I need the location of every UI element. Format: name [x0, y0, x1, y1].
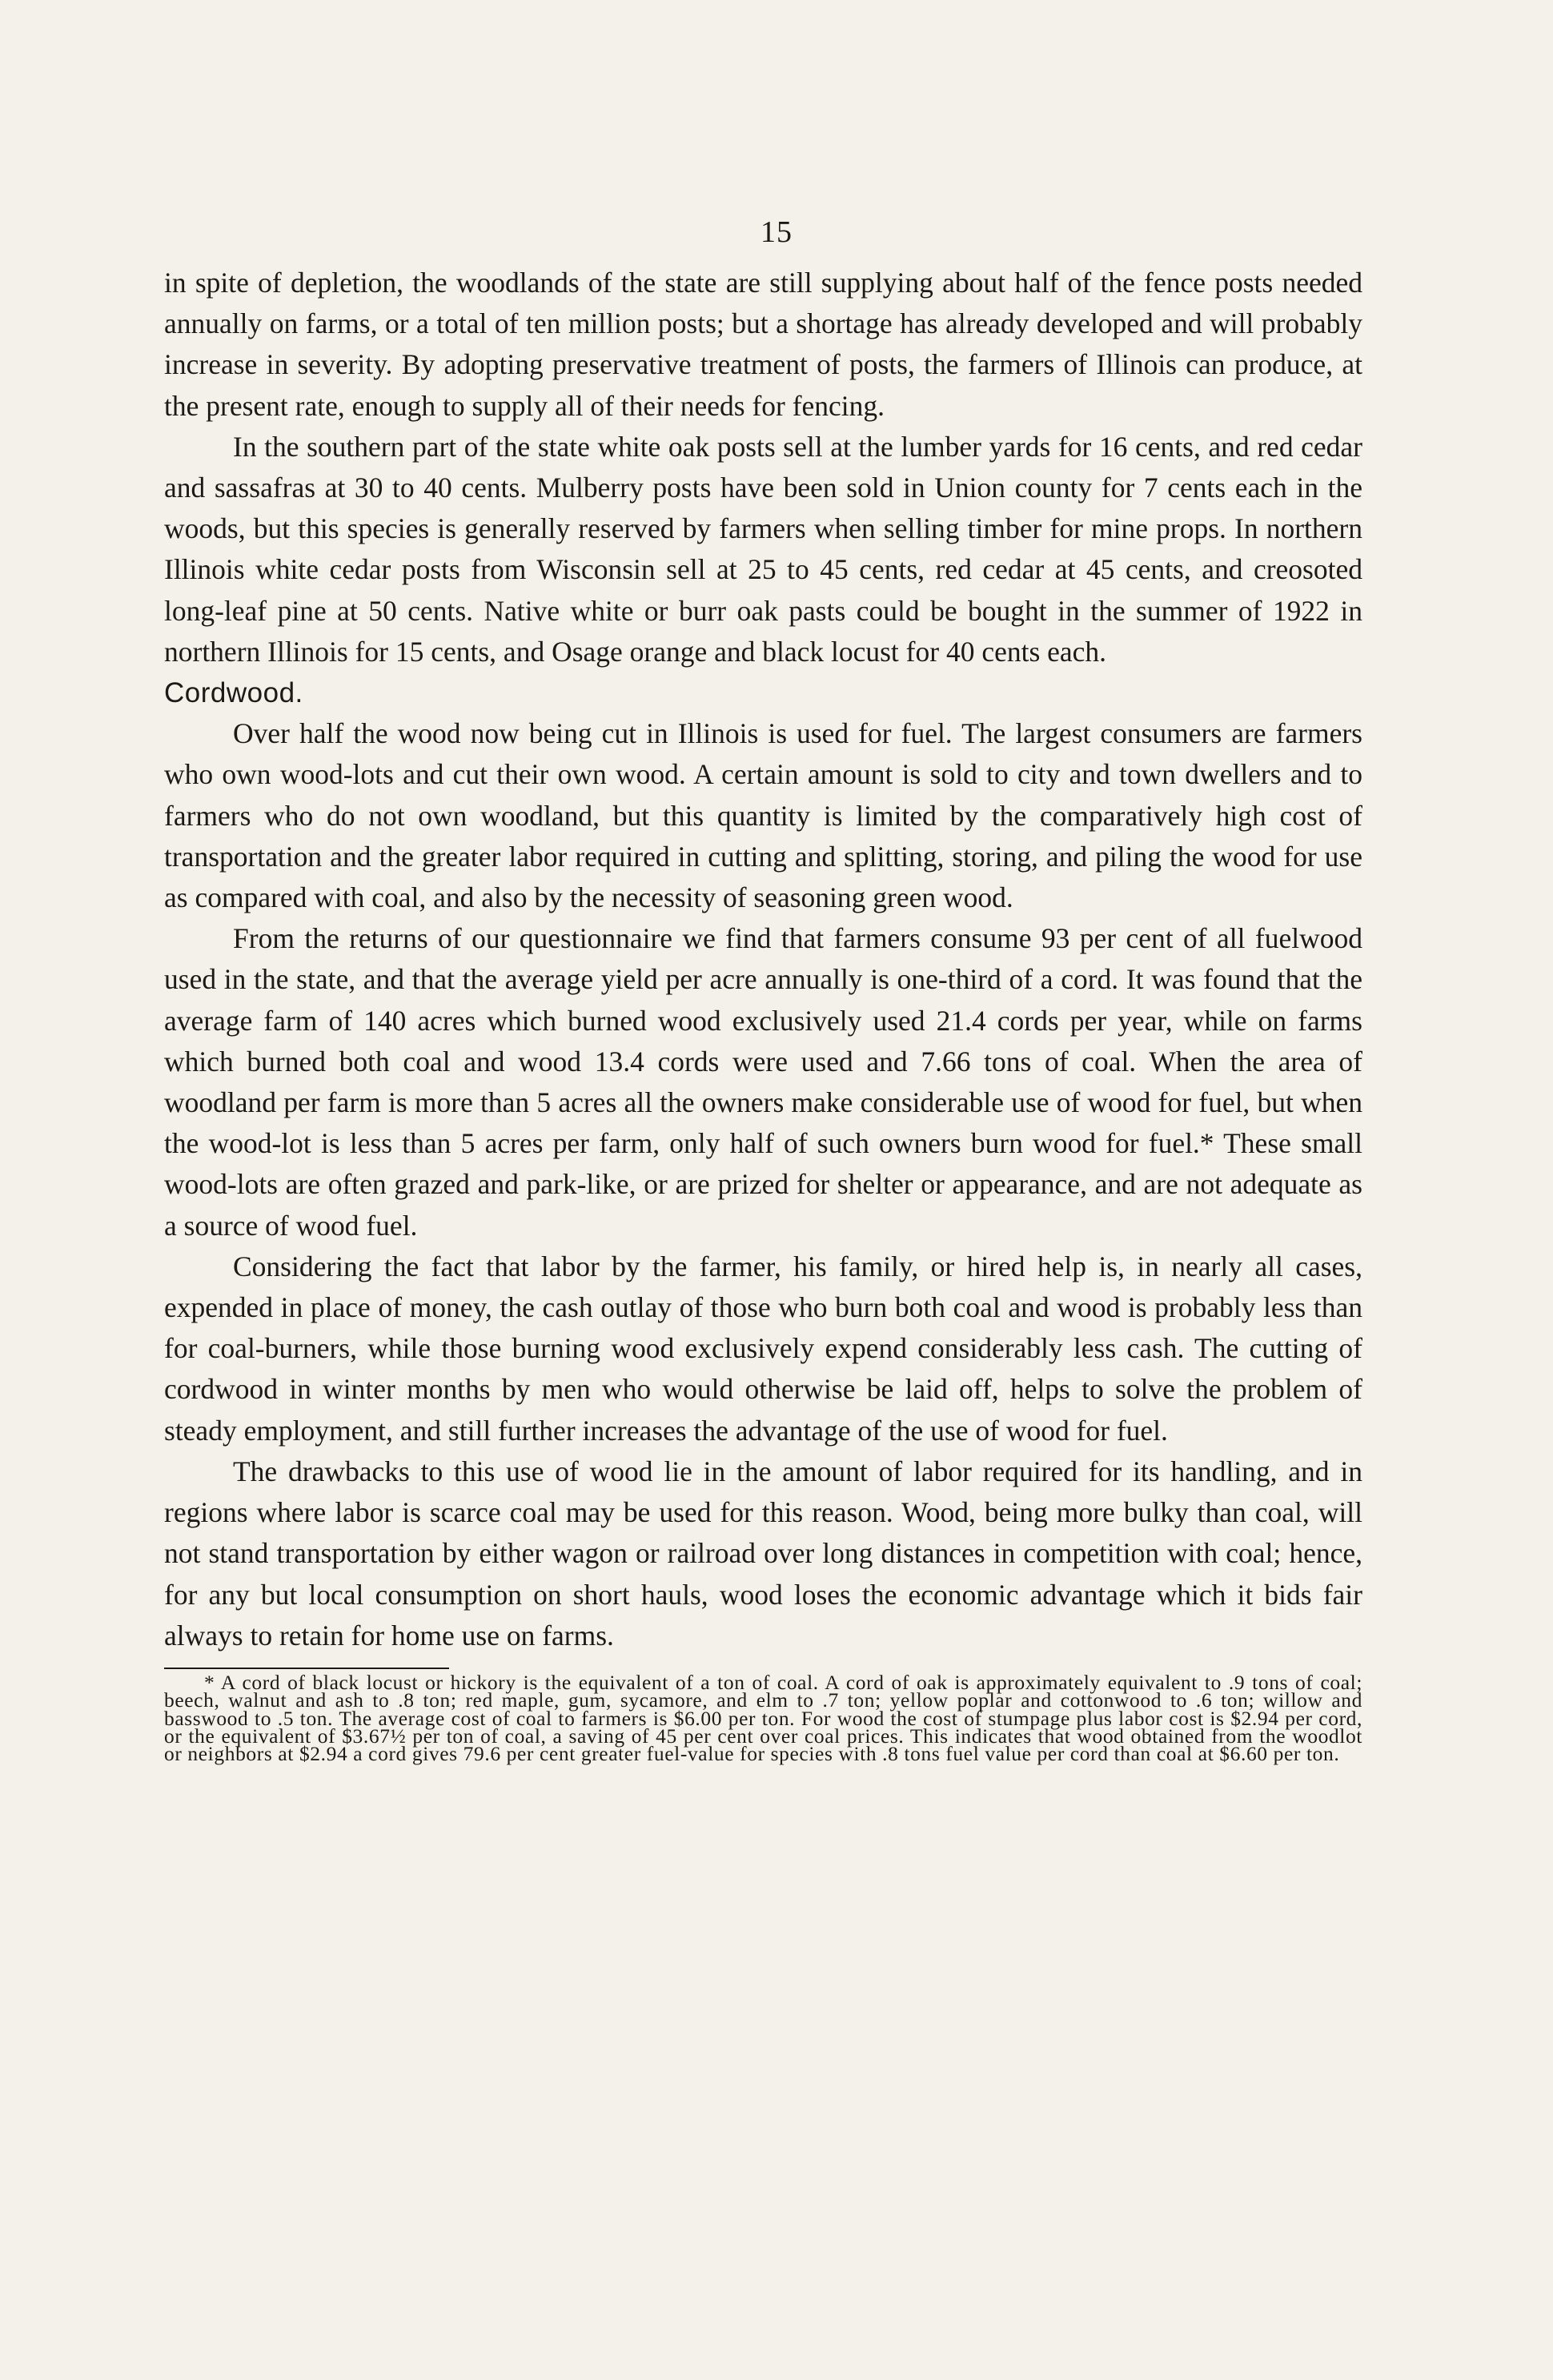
paragraph-cash-outlay: Considering the fact that labor by the farmer, his family, or hired help is, in nearly all cases, expended in place of money, the cash outlay of those who burn both coal and wood is probably less than for coal-burners, while those burning wood exclusively expend considerably less cash. The cutting of cordwood in winter months by men who would otherwise be laid off, helps to solve the problem of steady employment, and still further increases the advantage of the use of wood for fuel. [164, 1250, 1362, 1447]
paragraph-fuel-use: Over half the wood now being cut in Illinois is used for fuel. The largest consumers are farmers who own wood-lots and cut their own wood. A certain amount is sold to city and town dwellers and to farmers who do not own woodland, but this quantity is limited by the comparatively high cost of transportation and the greater labor required in cutting and splitting, storing, and piling the wood for use as compared with coal, and also by the necessity of seasoning green wood. [164, 717, 1362, 914]
paragraph-questionnaire: From the returns of our questionnaire we find that farmers consume 93 per cent of all fuelwood used in the state, and that the average yield per acre annually is one-third of a cord. It was found that the average farm of 140 acres which burned wood exclusively used 21.4 cords per year, while on farms which burned both coal and wood 13.4 cords were used and 7.66 tons of coal. When the area of woodland per farm is more than 5 acres all the owners make considerable use of wood for fuel, but when the wood-lot is less than 5 acres per farm, only half of such owners burn wood for fuel.* These small wood-lots are often grazed and park-like, or are prized for shelter or appearance, and are not adequate as a source of wood fuel. [164, 922, 1362, 1242]
main-text [164, 263, 1362, 1766]
paragraph-post-prices: In the southern part of the state white oak posts sell at the lumber yards for 16 cents, and red cedar and sassafras at 30 to 40 cents. Mulberry posts have been sold in Union county for 7 cents each in the woods, but this species is generally reserved by farmers when selling timber for mine props. In northern Illinois white cedar posts from Wisconsin sell at 25 to 45 cents, red cedar at 45 cents, and creosoted long-leaf pine at 50 cents. Native white or burr oak pasts could be bought in the summer of 1922 in northern Illinois for 15 cents, and Osage orange and black locust for 40 cents each. [164, 430, 1362, 668]
footnote: * A cord of black locust or hickory is the equivalent of a ton of coal. A cord of oak is approximately equivalent to .9 tons of coal; beech, walnut and ash to .8 ton; red maple, gum, sycamore, and elm to .7 ton; yellow poplar and cottonwood to .6 ton; willow and basswood to .5 ton. The average cost of coal to farmers is $6.00 per ton. For wood the cost of stumpage plus labor cost is $2.94 per cord, or the equivalent of $3.67½ per ton of coal, a saving of 45 per cent over coal prices. This indicates that wood obtained from the woodlot or neighbors at $2.94 a cord gives 79.6 per cent greater fuel-value for species with .8 tons fuel value per cord than coal at $6.60 per ton. [164, 1670, 1362, 1766]
page-number: 15 [760, 215, 793, 249]
paragraph-fence-posts: in spite of depletion, the woodlands of the state are still supplying about half of the fence posts needed annually on farms, or a total of ten million posts; but a shortage has already developed and will probably increase in severity. By adopting preservative treatment of posts, the farmers of Illinois can produce, at the present rate, enough to supply all of their needs for fencing. [164, 267, 1362, 422]
paragraph-drawbacks: The drawbacks to this use of wood lie in the amount of labor required for its handling, and in regions where labor is scarce coal may be used for this reason. Wood, being more bulky than coal, will not stand transportation by either wagon or railroad over long distances in competition with coal; hence, for any but local consumption on short hauls, wood loses the economic advantage which it bids fair always to retain for home use on farms. [164, 1455, 1362, 1652]
footnote-divider [164, 1668, 449, 1669]
section-heading-cordwood: Cordwood. [164, 677, 303, 709]
